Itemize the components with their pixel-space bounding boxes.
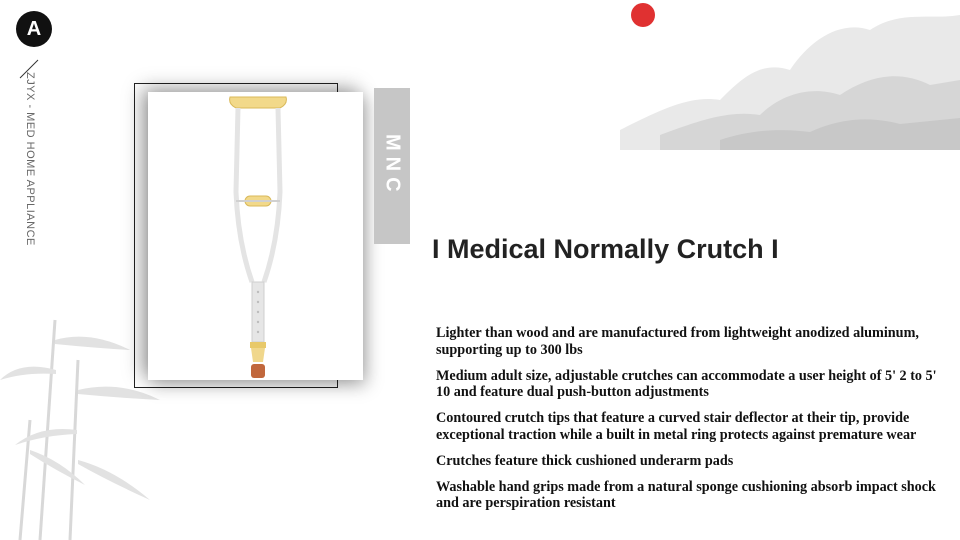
feature-item: Crutches feature thick cushioned underarm pads <box>436 452 734 469</box>
feature-item: Lighter than wood and are manufactured from lightweight anodized aluminum, supporting up to 300 lbs <box>436 325 919 358</box>
brand-badge-letter: A <box>26 17 42 40</box>
feature-item: Washable hand grips made from a natural sponge cushioning absorb impact shock and are perspiration resistant <box>436 478 936 511</box>
brand-tagline: ZJYX - MED HOME APPLIANCE <box>24 72 36 246</box>
side-tab <box>374 88 410 244</box>
product-photo-card <box>148 92 363 380</box>
mountain-landscape-icon <box>600 0 960 150</box>
feature-item: Contoured crutch tips that feature a curved stair deflector at their tip, provide exceptional traction while a built in metal ring protects against premature wear <box>436 410 917 443</box>
feature-item: Medium adult size, adjustable crutches can accommodate a user height of 5' 2 to 5' 10 and feature dual push-button adjustments <box>436 367 937 400</box>
product-title: I Medical Normally Crutch I <box>432 234 779 264</box>
crutch-photo <box>148 92 363 432</box>
red-sun-icon <box>631 3 655 27</box>
brand-logo <box>16 11 52 47</box>
feature-list <box>436 325 951 521</box>
side-tab-label: MNC <box>381 134 404 198</box>
